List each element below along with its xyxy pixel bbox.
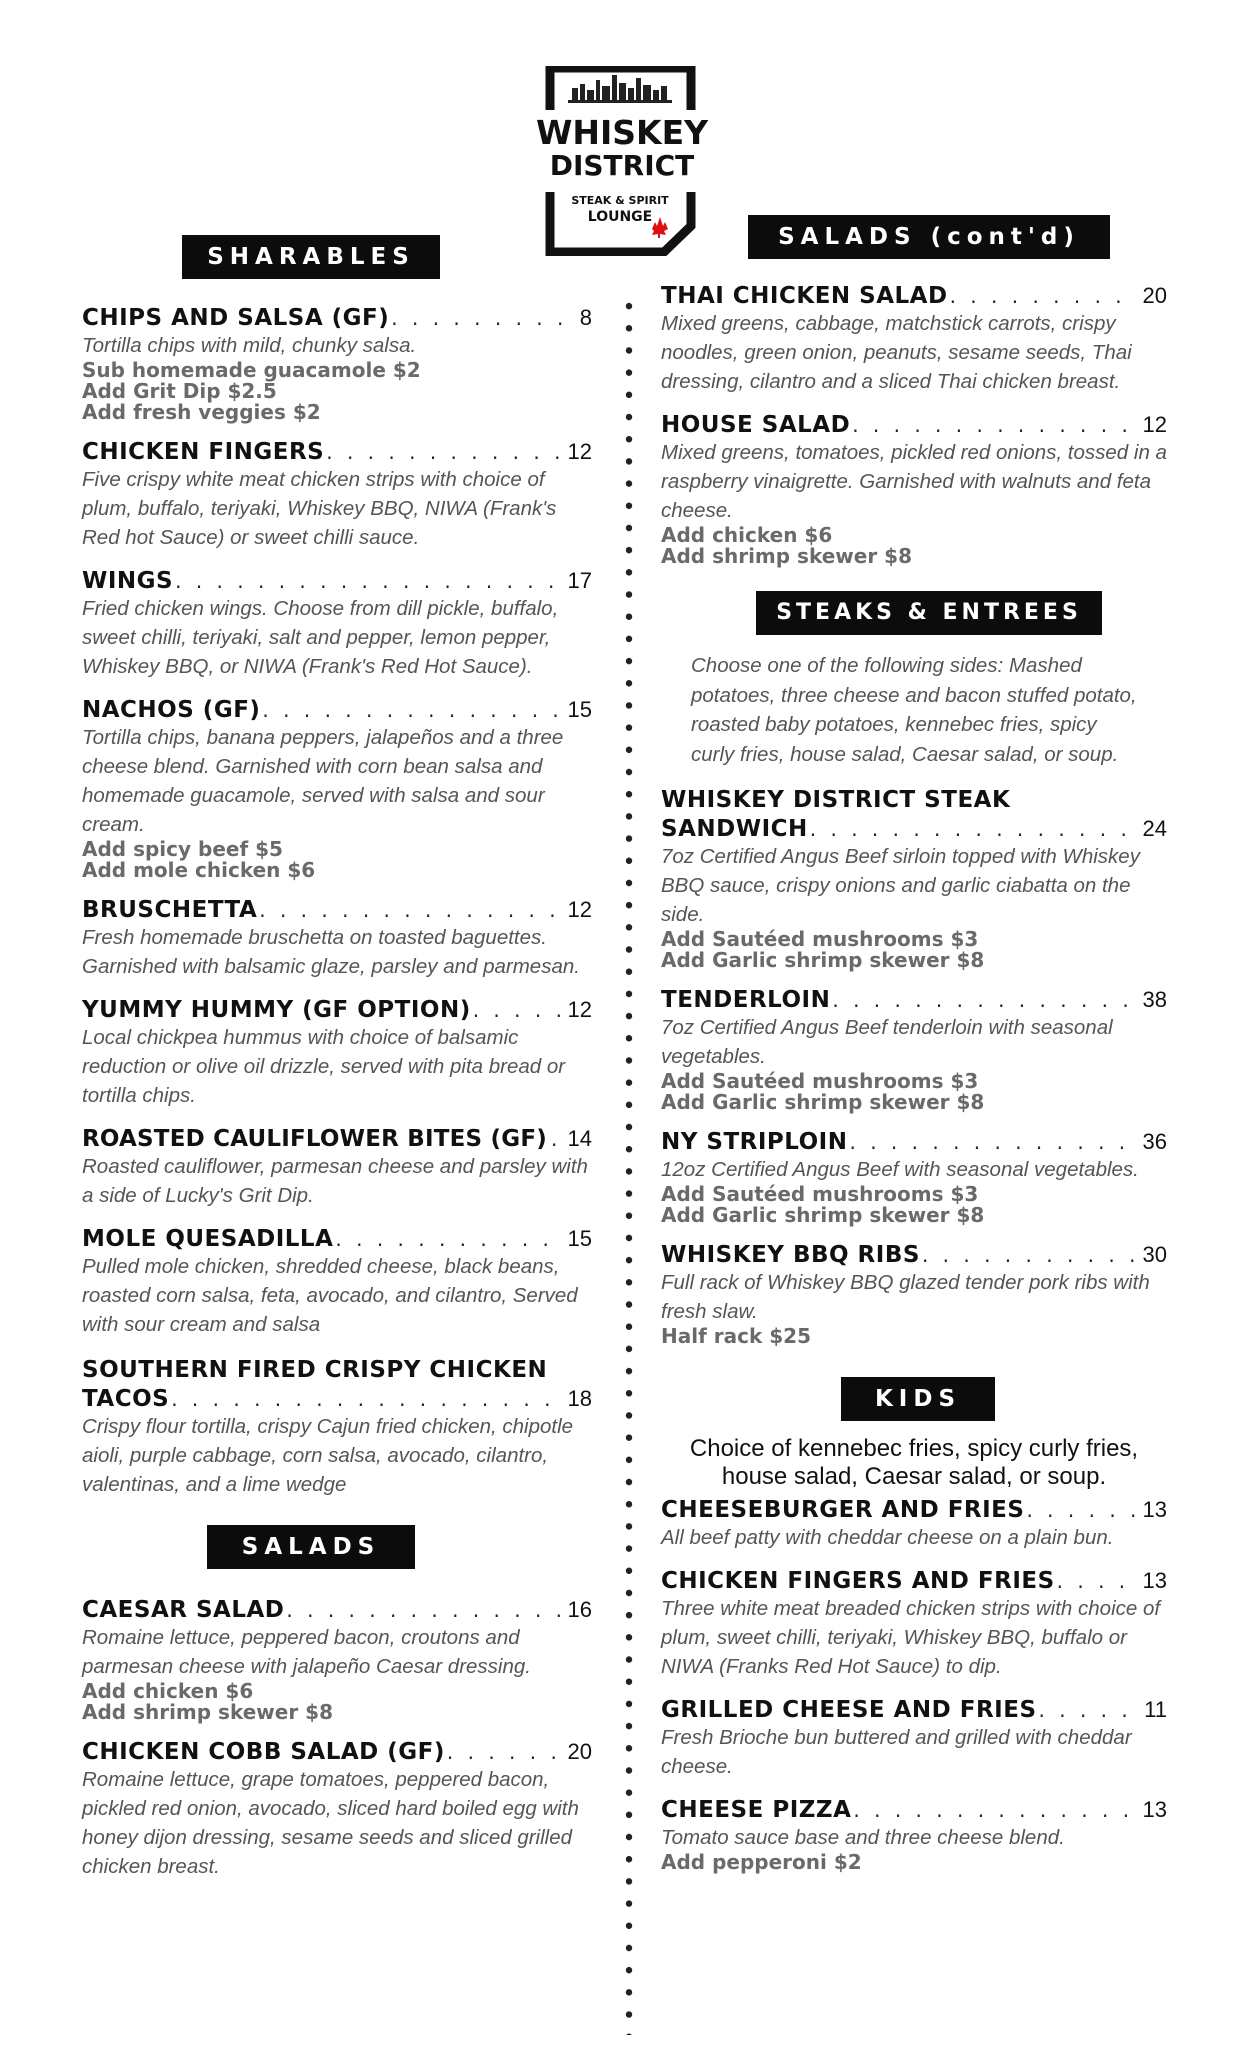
leader-dots [391, 306, 573, 330]
item-price: 20 [567, 1739, 592, 1764]
item-name: CAESAR SALAD [82, 1597, 285, 1623]
leader-dots [1039, 1698, 1139, 1722]
leader-dots [853, 1798, 1136, 1822]
item-addon: Add Sautéed mushrooms $3 [661, 1069, 979, 1093]
item-description: Pulled mole chicken, shredded cheese, black beans, roasted corn salsa, feta, avocado, and cilantro, Served with sour cream and salsa [82, 1255, 578, 1336]
item-description: Fresh Brioche bun buttered and grilled with cheddar cheese. [661, 1726, 1132, 1778]
item-description: All beef patty with cheddar cheese on a plain bun. [661, 1526, 1114, 1549]
item-name: YUMMY HUMMY (GF OPTION) [82, 997, 471, 1023]
leader-dots [259, 898, 561, 922]
item-price: 17 [567, 568, 592, 593]
leader-dots [175, 569, 561, 593]
item-price: 15 [567, 697, 592, 722]
item-name: SOUTHERN FIRED CRISPY CHICKEN [82, 1357, 548, 1383]
item-name: CHICKEN FINGERS [82, 439, 325, 465]
item-price: 30 [1142, 1242, 1167, 1267]
item-price: 13 [1142, 1797, 1167, 1822]
leader-dots [1026, 1498, 1136, 1522]
item-addon: Add chicken $6 [661, 523, 833, 547]
menu-item [661, 1129, 1167, 1226]
leader-dots [171, 1387, 561, 1411]
item-price: 12 [567, 997, 592, 1022]
menu-item [82, 997, 592, 1110]
item-price: 14 [567, 1126, 592, 1151]
item-name: ROASTED CAULIFLOWER BITES (GF) [82, 1126, 547, 1152]
menu-item [82, 568, 592, 681]
item-name: CHICKEN COBB SALAD (GF) [82, 1739, 445, 1765]
menu-item [661, 1497, 1167, 1552]
menu-item [82, 305, 592, 423]
item-description: 7oz Certified Angus Beef tenderloin with seasonal vegetables. [661, 1016, 1113, 1068]
whiskey-district-logo [512, 66, 732, 256]
logo-steak-spirit: STEAK & SPIRIT [571, 194, 669, 207]
item-description: Full rack of Whiskey BBQ glazed tender pork ribs with fresh slaw. [661, 1271, 1150, 1323]
item-price: 36 [1142, 1129, 1167, 1154]
leader-dots [447, 1740, 562, 1764]
item-description: Romaine lettuce, grape tomatoes, peppered bacon, pickled red onion, avocado, sliced hard boiled egg with honey dijon dressing, sesame seeds and sliced grilled chicken breast. [82, 1768, 579, 1878]
menu-item [661, 785, 1167, 971]
menu-item [661, 1797, 1167, 1873]
item-description: Roasted cauliflower, parmesan cheese and parsley with a side of Lucky's Grit Dip. [82, 1155, 588, 1207]
menu-item [82, 439, 592, 552]
menu-item [82, 697, 592, 881]
item-price: 12 [1142, 412, 1167, 437]
item-description: Fried chicken wings. Choose from dill pickle, buffalo, sweet chilli, teriyaki, salt and pepper, lemon pepper, Whiskey BBQ, or NIWA (Frank's Red Hot Sauce). [82, 597, 559, 678]
item-price: 24 [1142, 816, 1167, 841]
section-banner-salads: SALADS [207, 1525, 415, 1569]
item-name: TENDERLOIN [661, 987, 831, 1013]
item-name-cont: SANDWICH [661, 816, 808, 842]
item-description: Mixed greens, cabbage, matchstick carrots, crispy noodles, green onion, peanuts, sesame seeds, Thai dressing, cilantro and a sliced Thai chicken breast. [661, 312, 1132, 393]
item-addon: Add fresh veggies $2 [82, 400, 321, 424]
menu-item [661, 412, 1167, 567]
menu-item [82, 897, 592, 981]
kids-sides-note: Choice of kennebec fries, spicy curly fries, house salad, Caesar salad, or soup. [689, 1435, 1139, 1490]
logo-word-whiskey: WHISKEY [535, 113, 709, 152]
item-price: 18 [567, 1386, 592, 1411]
item-name: HOUSE SALAD [661, 412, 851, 438]
item-addon: Add spicy beef $5 [82, 837, 283, 861]
item-addon: Half rack $25 [661, 1324, 811, 1348]
item-name: WINGS [82, 568, 174, 594]
item-description: Romaine lettuce, peppered bacon, croutons and parmesan cheese with jalapeño Caesar dressing. [82, 1626, 531, 1678]
leader-dots [335, 1227, 561, 1251]
item-addon: Add mole chicken $6 [82, 858, 316, 882]
section-banner-steaks-entrees: STEAKS & ENTREES [756, 591, 1102, 635]
left-column [82, 235, 592, 1897]
steaks-sides-note: Choose one of the following sides: Mashed potatoes, three cheese and bacon stuffed potato, roasted baby potatoes, kennebec fries, spicy curly fries, house salad, Caesar salad, or soup. [691, 654, 1137, 766]
item-name: GRILLED CHEESE AND FRIES [661, 1697, 1037, 1723]
item-price: 15 [567, 1226, 592, 1251]
leader-dots [473, 998, 562, 1022]
item-description: 7oz Certified Angus Beef sirloin topped with Whiskey BBQ sauce, crispy onions and garlic ciabatta on the side. [661, 845, 1140, 926]
item-name-cont: TACOS [82, 1386, 170, 1412]
section-banner-salads-cont: SALADS (cont'd) [748, 215, 1110, 259]
menu-item [661, 1697, 1167, 1781]
leader-dots [810, 817, 1137, 841]
item-description: Mixed greens, tomatoes, pickled red onions, tossed in a raspberry vinaigrette. Garnished with walnuts and feta cheese. [661, 441, 1167, 522]
leader-dots [286, 1598, 561, 1622]
item-price: 12 [567, 439, 592, 464]
item-name: WHISKEY BBQ RIBS [661, 1242, 920, 1268]
leader-dots [922, 1243, 1137, 1267]
right-column [661, 224, 1167, 1889]
item-name: CHEESEBURGER AND FRIES [661, 1497, 1025, 1523]
item-price: 20 [1142, 283, 1167, 308]
item-name: CHEESE PIZZA [661, 1797, 852, 1823]
menu-item [82, 1126, 592, 1210]
item-price: 13 [1142, 1497, 1167, 1522]
item-addon: Add Sautéed mushrooms $3 [661, 927, 979, 951]
item-addon: Add shrimp skewer $8 [82, 1700, 333, 1724]
item-name: WHISKEY DISTRICT STEAK [661, 787, 1011, 813]
item-description: Tortilla chips, banana peppers, jalapeños and a three cheese blend. Garnished with corn bean salsa and homemade guacamole, served with salsa and sour cream. [82, 726, 564, 836]
leader-dots [326, 440, 561, 464]
item-price: 11 [1144, 1697, 1167, 1722]
item-name: CHICKEN FINGERS AND FRIES [661, 1568, 1055, 1594]
item-name: NACHOS (GF) [82, 697, 261, 723]
leader-dots [950, 284, 1137, 308]
city-skyline-icon [568, 75, 672, 103]
column-divider [625, 295, 633, 2035]
section-banner-sharables: SHARABLES [182, 235, 440, 279]
menu-item [82, 1739, 592, 1881]
menu-item [661, 283, 1167, 396]
leader-dots [850, 1130, 1137, 1154]
item-description: Local chickpea hummus with choice of balsamic reduction or olive oil drizzle, served with pita bread or tortilla chips. [82, 1026, 566, 1107]
item-price: 38 [1142, 987, 1167, 1012]
leader-dots [262, 698, 561, 722]
item-addon: Add shrimp skewer $8 [661, 544, 912, 568]
menu-item [82, 1597, 592, 1723]
menu-item [661, 1568, 1167, 1681]
item-addon: Add chicken $6 [82, 1679, 254, 1703]
menu-item [82, 1226, 592, 1339]
item-description: 12oz Certified Angus Beef with seasonal vegetables. [661, 1158, 1139, 1181]
item-name: BRUSCHETTA [82, 897, 258, 923]
item-description: Tortilla chips with mild, chunky salsa. [82, 334, 417, 357]
section-banner-kids: KIDS [841, 1377, 995, 1421]
item-name: THAI CHICKEN SALAD [661, 283, 948, 309]
item-name: MOLE QUESADILLA [82, 1226, 334, 1252]
item-description: Five crispy white meat chicken strips with choice of plum, buffalo, teriyaki, Whiskey BBQ, NIWA (Frank's Red hot Sauce) or sweet chilli sauce. [82, 468, 557, 549]
leader-dots [832, 988, 1136, 1012]
menu-item [82, 1355, 592, 1499]
item-name: NY STRIPLOIN [661, 1129, 848, 1155]
item-addon: Add Garlic shrimp skewer $8 [661, 948, 985, 972]
item-addon: Sub homemade guacamole $2 [82, 358, 421, 382]
leader-dots [852, 413, 1136, 437]
item-addon: Add pepperoni $2 [661, 1850, 862, 1874]
leader-dots [551, 1127, 564, 1151]
item-description: Three white meat breaded chicken strips with choice of plum, sweet chilli, teriyaki, Whiskey BBQ, buffalo or NIWA (Franks Red Hot Sauce) to dip. [661, 1597, 1161, 1678]
menu-item [661, 987, 1167, 1113]
item-addon: Add Garlic shrimp skewer $8 [661, 1203, 985, 1227]
logo-lounge: LOUNGE [587, 209, 653, 225]
item-price: 13 [1142, 1568, 1167, 1593]
item-addon: Add Sautéed mushrooms $3 [661, 1182, 979, 1206]
item-name: CHIPS AND SALSA (GF) [82, 305, 390, 331]
item-description: Crispy flour tortilla, crispy Cajun fried chicken, chipotle aioli, purple cabbage, corn salsa, avocado, cilantro, valentinas, and a lime wedge [82, 1415, 574, 1496]
item-addon: Add Garlic shrimp skewer $8 [661, 1090, 985, 1114]
item-addon: Add Grit Dip $2.5 [82, 379, 277, 403]
logo-word-district: DISTRICT [549, 149, 695, 182]
item-price: 8 [579, 305, 592, 330]
item-description: Fresh homemade bruschetta on toasted baguettes. Garnished with balsamic glaze, parsley and parmesan. [82, 926, 580, 978]
item-price: 16 [567, 1597, 592, 1622]
item-price: 12 [567, 897, 592, 922]
item-description: Tomato sauce base and three cheese blend. [661, 1826, 1065, 1849]
menu-item [661, 1242, 1167, 1347]
leader-dots [1057, 1569, 1137, 1593]
